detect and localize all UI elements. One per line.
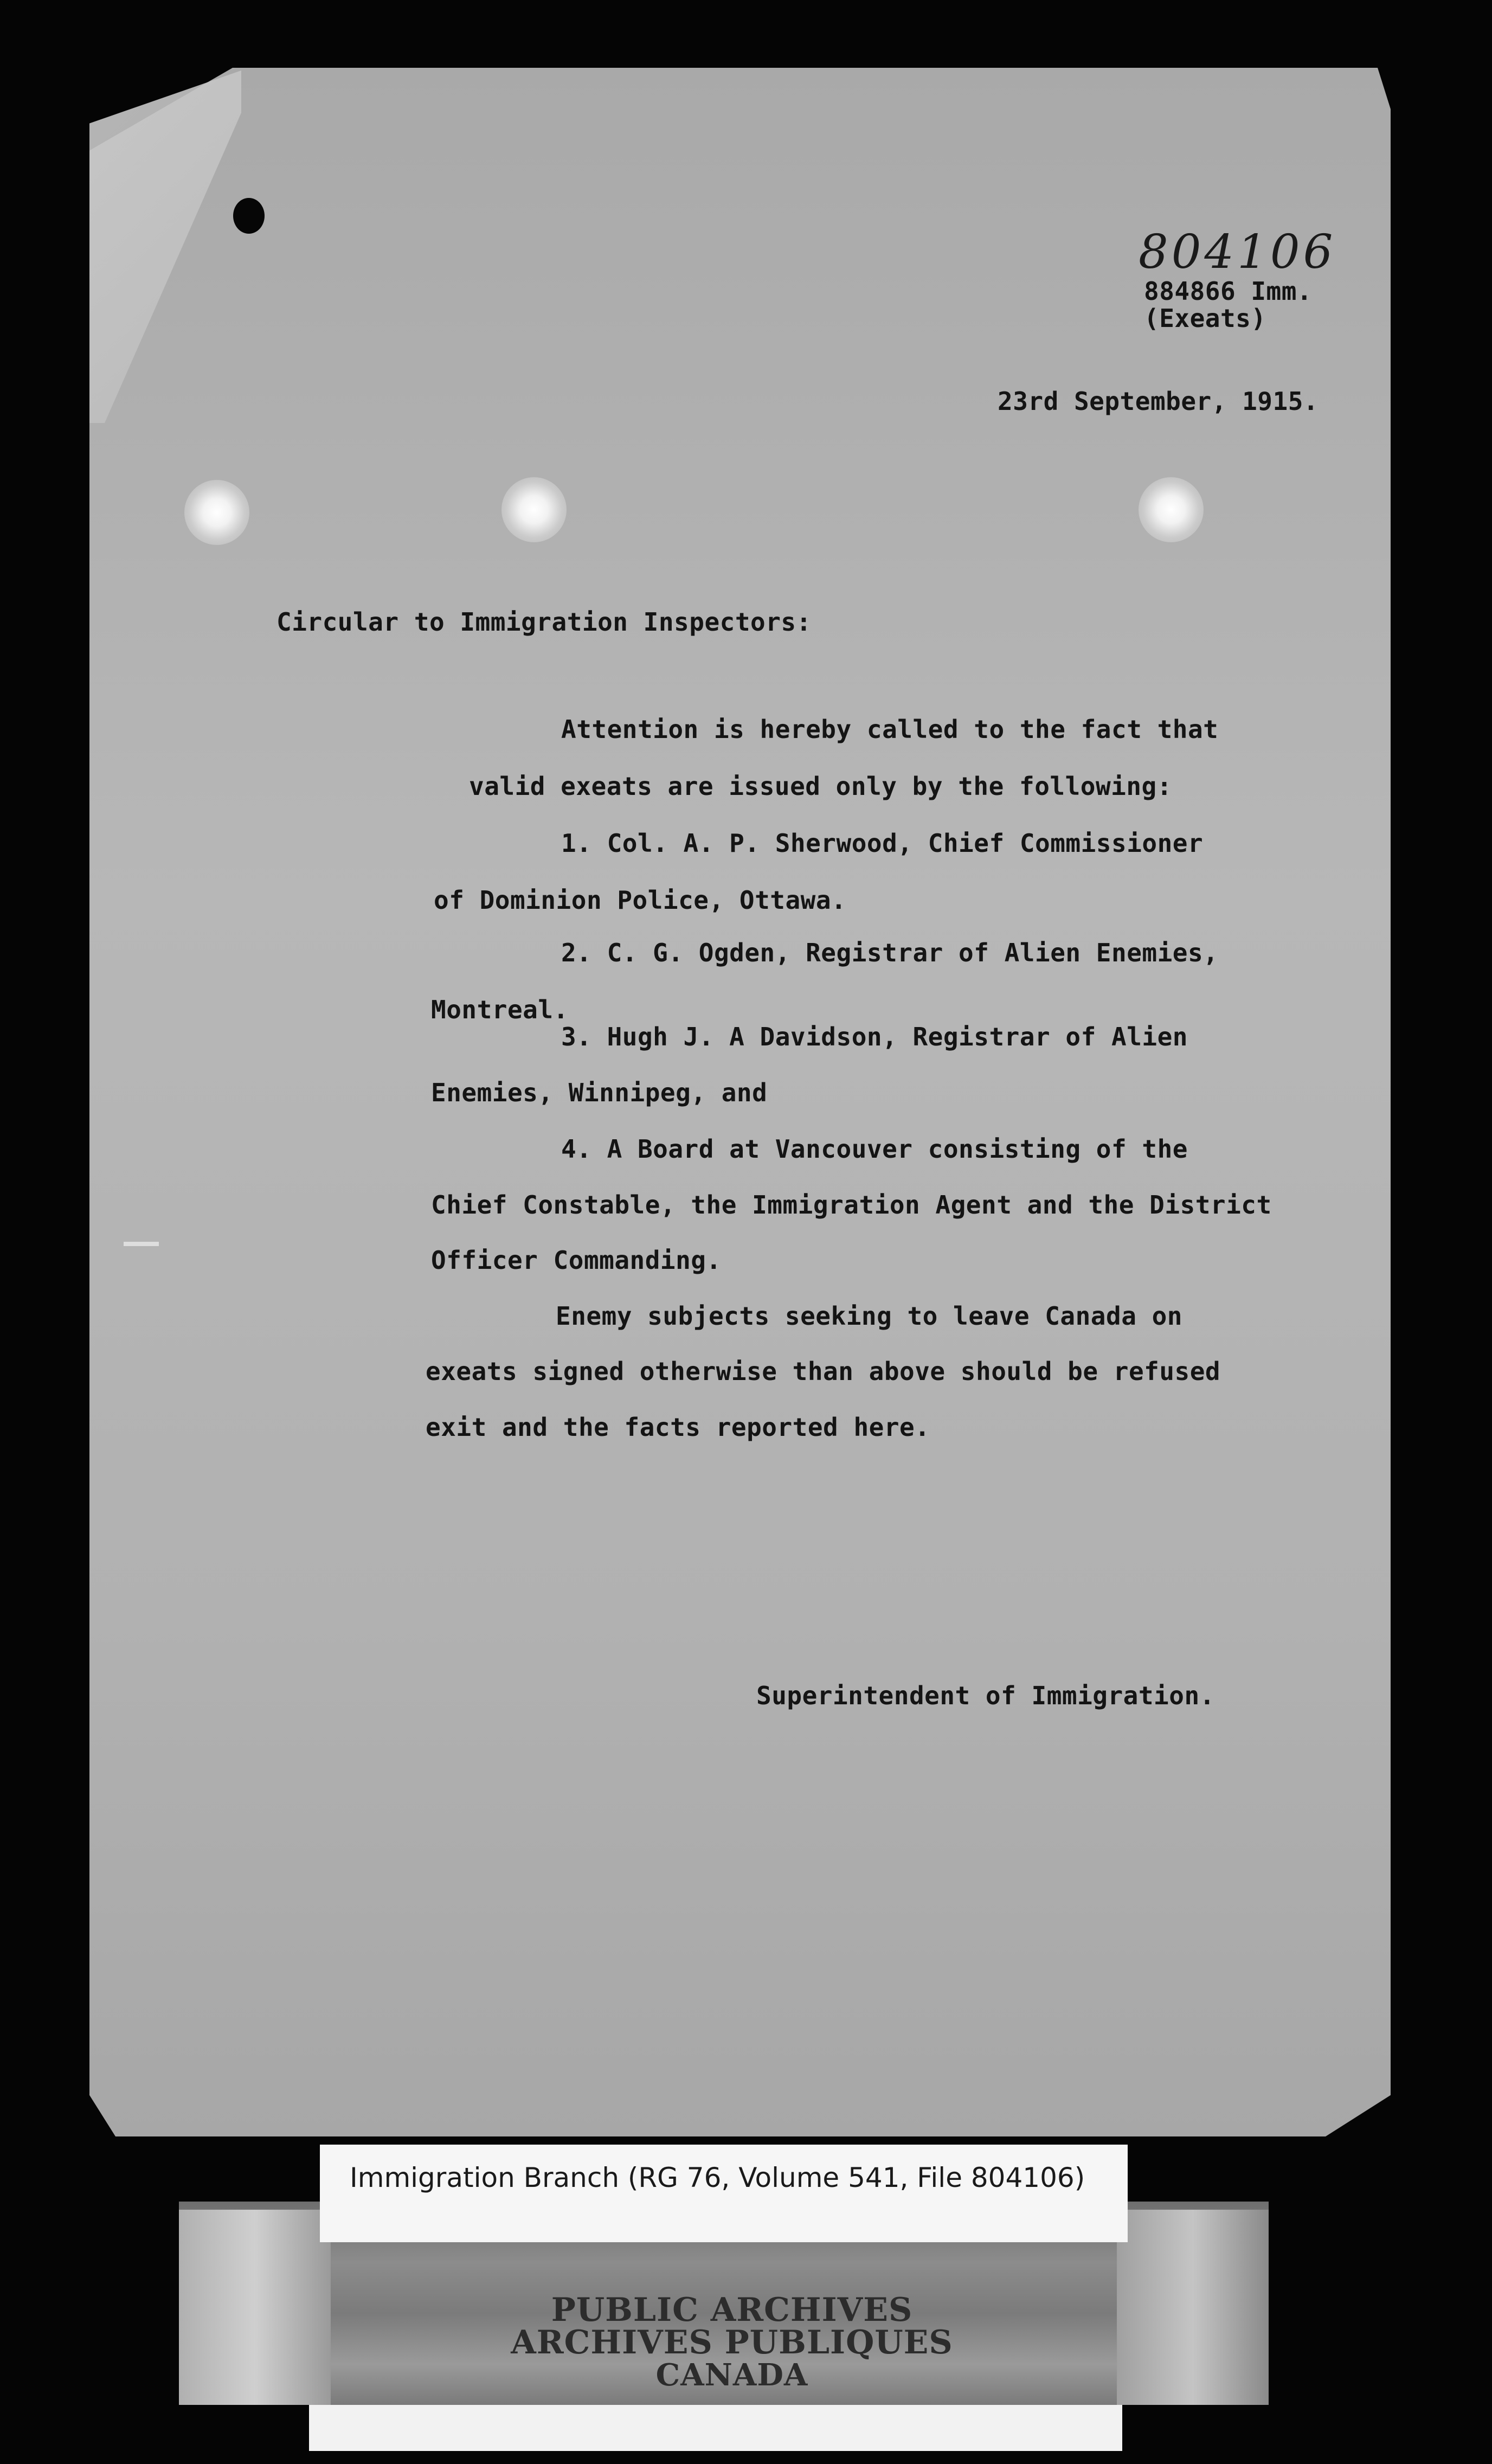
body-line-14: exit and the facts reported here. — [426, 1413, 930, 1442]
body-line-10: Chief Constable, the Immigration Agent and the District — [431, 1190, 1272, 1220]
bottom-label-band — [309, 2405, 1122, 2451]
archive-label-text: Immigration Branch (RG 76, Volume 541, File 804106) — [350, 2162, 1085, 2193]
body-line-9: 4. A Board at Vancouver consisting of the — [561, 1134, 1188, 1164]
letter-date: 23rd September, 1915. — [998, 387, 1319, 416]
body-line-7: 3. Hugh J. A Davidson, Registrar of Alien — [561, 1022, 1188, 1051]
signature-line: Superintendent of Immigration. — [756, 1681, 1215, 1710]
body-line-2: valid exeats are issued only by the following: — [469, 772, 1172, 801]
archives-stamp — [488, 2291, 976, 2393]
body-line-5: 2. C. G. Ogden, Registrar of Alien Enemies, — [561, 938, 1219, 967]
body-line-11: Officer Commanding. — [431, 1246, 722, 1275]
body-line-3: 1. Col. A. P. Sherwood, Chief Commissioner — [561, 829, 1204, 858]
archive-strip-left — [179, 2210, 331, 2405]
circular-salutation: Circular to Immigration Inspectors: — [276, 607, 812, 637]
body-line-13: exeats signed otherwise than above should be refused — [426, 1357, 1221, 1386]
body-line-6: Montreal. — [431, 995, 569, 1024]
punch-hole — [233, 198, 265, 234]
handwritten-file-number: 804106 — [1139, 225, 1336, 279]
body-line-1: Attention is hereby called to the fact that — [561, 715, 1219, 744]
body-line-4: of Dominion Police, Ottawa. — [434, 886, 847, 915]
body-line-8: Enemies, Winnipeg, and — [431, 1078, 768, 1107]
punch-hole-glare-left — [184, 480, 249, 545]
stamp-line-2: ARCHIVES PUBLIQUES — [511, 2324, 953, 2362]
stamp-line-3: CANADA — [655, 2357, 808, 2393]
stamp-line-1: PUBLIC ARCHIVES — [551, 2291, 913, 2329]
edge-mark — [124, 1242, 159, 1246]
punch-hole-glare-right — [1139, 477, 1204, 542]
archive-strip-right — [1117, 2210, 1269, 2405]
body-line-12: Enemy subjects seeking to leave Canada on — [556, 1301, 1182, 1331]
punch-hole-glare-middle — [501, 477, 567, 542]
file-reference-line1: 884866 Imm. — [1144, 277, 1313, 306]
file-reference-line2: (Exeats) — [1144, 304, 1266, 333]
archive-label — [320, 2145, 1128, 2242]
